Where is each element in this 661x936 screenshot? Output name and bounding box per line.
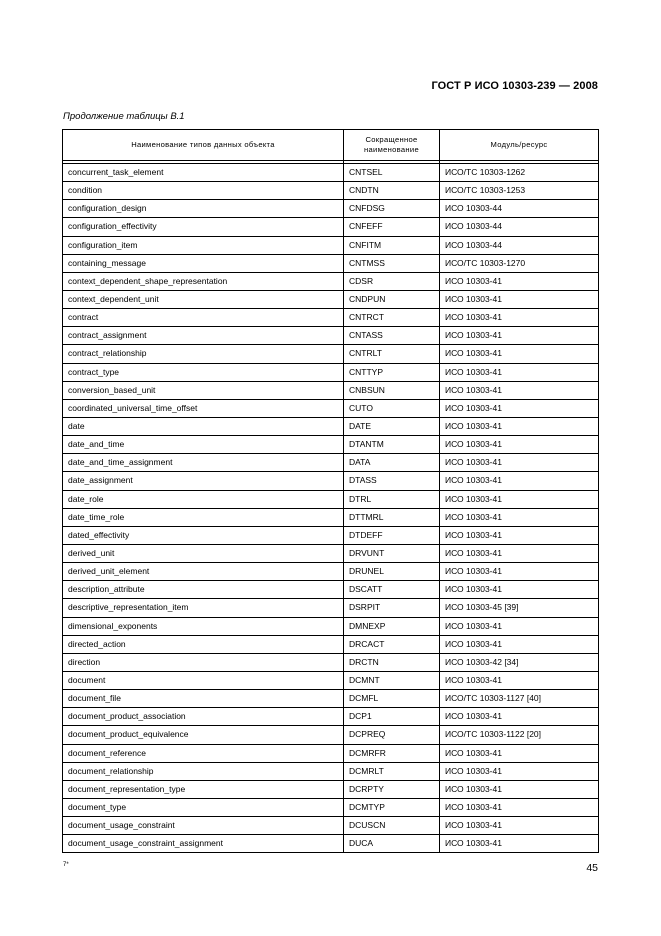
table-row bbox=[63, 472, 599, 490]
document-header-title: ГОСТ Р ИСО 10303-239 — 2008 bbox=[431, 80, 598, 92]
table-row bbox=[63, 254, 599, 272]
cell-module: ИСО 10303-41 bbox=[440, 309, 599, 327]
cell-type-name: document_usage_constraint bbox=[63, 817, 344, 835]
cell-module: ИСО 10303-41 bbox=[440, 708, 599, 726]
cell-short-name: DSRPIT bbox=[344, 599, 440, 617]
cell-module: ИСО 10303-41 bbox=[440, 399, 599, 417]
cell-module: ИСО 10303-41 bbox=[440, 381, 599, 399]
cell-short-name: DTTMRL bbox=[344, 508, 440, 526]
cell-type-name: contract_relationship bbox=[63, 345, 344, 363]
table-row bbox=[63, 182, 599, 200]
cell-short-name: DCMRLT bbox=[344, 762, 440, 780]
table-row bbox=[63, 436, 599, 454]
table-row bbox=[63, 708, 599, 726]
cell-module: ИСО 10303-41 bbox=[440, 762, 599, 780]
table-body bbox=[63, 161, 599, 853]
cell-short-name: DTRL bbox=[344, 490, 440, 508]
table-row bbox=[63, 454, 599, 472]
cell-module: ИСО 10303-41 bbox=[440, 272, 599, 290]
cell-module: ИСО 10303-44 bbox=[440, 200, 599, 218]
cell-type-name: contract bbox=[63, 309, 344, 327]
cell-module: ИСО 10303-44 bbox=[440, 218, 599, 236]
cell-short-name: DATE bbox=[344, 417, 440, 435]
cell-type-name: context_dependent_shape_representation bbox=[63, 272, 344, 290]
cell-type-name: concurrent_task_element bbox=[63, 164, 344, 182]
cell-short-name: DSCATT bbox=[344, 581, 440, 599]
page-number: 45 bbox=[586, 862, 598, 874]
table-row bbox=[63, 726, 599, 744]
cell-module: ИСО 10303-41 bbox=[440, 508, 599, 526]
data-types-table bbox=[62, 129, 599, 853]
cell-short-name: DUCA bbox=[344, 835, 440, 853]
cell-module: ИСО 10303-42 [34] bbox=[440, 653, 599, 671]
cell-short-name: DCMTYP bbox=[344, 798, 440, 816]
cell-type-name: document bbox=[63, 671, 344, 689]
cell-module: ИСО/ТС 10303-1270 bbox=[440, 254, 599, 272]
table-row bbox=[63, 671, 599, 689]
cell-type-name: contract_type bbox=[63, 363, 344, 381]
cell-module: ИСО 10303-41 bbox=[440, 327, 599, 345]
cell-type-name: contract_assignment bbox=[63, 327, 344, 345]
cell-type-name: document_reference bbox=[63, 744, 344, 762]
cell-type-name: document_representation_type bbox=[63, 780, 344, 798]
cell-short-name: CNFITM bbox=[344, 236, 440, 254]
cell-module: ИСО 10303-41 bbox=[440, 780, 599, 798]
cell-short-name: CNTASS bbox=[344, 327, 440, 345]
cell-short-name: DCMRFR bbox=[344, 744, 440, 762]
table-row bbox=[63, 363, 599, 381]
cell-type-name: document_relationship bbox=[63, 762, 344, 780]
cell-module: ИСО 10303-41 bbox=[440, 526, 599, 544]
column-header-short-name: Сокращенное наименование bbox=[344, 130, 440, 161]
table-row bbox=[63, 544, 599, 562]
cell-type-name: dimensional_exponents bbox=[63, 617, 344, 635]
cell-short-name: CNDTN bbox=[344, 182, 440, 200]
cell-type-name: conversion_based_unit bbox=[63, 381, 344, 399]
cell-short-name: CNFEFF bbox=[344, 218, 440, 236]
table-row bbox=[63, 635, 599, 653]
cell-type-name: date_assignment bbox=[63, 472, 344, 490]
cell-type-name: containing_message bbox=[63, 254, 344, 272]
table-row bbox=[63, 345, 599, 363]
cell-type-name: directed_action bbox=[63, 635, 344, 653]
cell-short-name: DTASS bbox=[344, 472, 440, 490]
cell-module: ИСО/ТС 10303-1262 bbox=[440, 164, 599, 182]
cell-module: ИСО 10303-41 bbox=[440, 835, 599, 853]
cell-type-name: description_attribute bbox=[63, 581, 344, 599]
cell-module: ИСО/ТС 10303-1127 [40] bbox=[440, 690, 599, 708]
table-row bbox=[63, 290, 599, 308]
cell-module: ИСО 10303-41 bbox=[440, 671, 599, 689]
cell-short-name: DRVUNT bbox=[344, 544, 440, 562]
table-row bbox=[63, 327, 599, 345]
table-header-row bbox=[63, 130, 599, 161]
cell-type-name: document_file bbox=[63, 690, 344, 708]
cell-short-name: CUTO bbox=[344, 399, 440, 417]
cell-type-name: derived_unit_element bbox=[63, 563, 344, 581]
cell-short-name: DCP1 bbox=[344, 708, 440, 726]
table-row bbox=[63, 309, 599, 327]
cell-type-name: date_time_role bbox=[63, 508, 344, 526]
cell-module: ИСО 10303-41 bbox=[440, 544, 599, 562]
cell-short-name: CNBSUN bbox=[344, 381, 440, 399]
cell-module: ИСО 10303-41 bbox=[440, 345, 599, 363]
cell-short-name: DMNEXP bbox=[344, 617, 440, 635]
table-row bbox=[63, 490, 599, 508]
table-row bbox=[63, 563, 599, 581]
cell-type-name: date_and_time_assignment bbox=[63, 454, 344, 472]
table-row bbox=[63, 200, 599, 218]
cell-type-name: context_dependent_unit bbox=[63, 290, 344, 308]
cell-type-name: document_usage_constraint_assignment bbox=[63, 835, 344, 853]
cell-module: ИСО 10303-44 bbox=[440, 236, 599, 254]
table-row bbox=[63, 780, 599, 798]
cell-module: ИСО 10303-45 [39] bbox=[440, 599, 599, 617]
cell-module: ИСО/ТС 10303-1122 [20] bbox=[440, 726, 599, 744]
cell-module: ИСО 10303-41 bbox=[440, 617, 599, 635]
cell-short-name: DTANTM bbox=[344, 436, 440, 454]
cell-type-name: derived_unit bbox=[63, 544, 344, 562]
table-row bbox=[63, 381, 599, 399]
cell-type-name: date bbox=[63, 417, 344, 435]
cell-short-name: DRCACT bbox=[344, 635, 440, 653]
cell-type-name: direction bbox=[63, 653, 344, 671]
table-row bbox=[63, 272, 599, 290]
cell-module: ИСО 10303-41 bbox=[440, 472, 599, 490]
table-row bbox=[63, 581, 599, 599]
cell-short-name: DRUNEL bbox=[344, 563, 440, 581]
cell-module: ИСО 10303-41 bbox=[440, 798, 599, 816]
cell-type-name: document_product_association bbox=[63, 708, 344, 726]
cell-short-name: CNTTYP bbox=[344, 363, 440, 381]
cell-type-name: date_and_time bbox=[63, 436, 344, 454]
cell-short-name: CNTSEL bbox=[344, 164, 440, 182]
cell-short-name: DTDEFF bbox=[344, 526, 440, 544]
table-row bbox=[63, 417, 599, 435]
cell-type-name: dated_effectivity bbox=[63, 526, 344, 544]
table-row bbox=[63, 599, 599, 617]
table-row bbox=[63, 399, 599, 417]
cell-short-name: DCRPTY bbox=[344, 780, 440, 798]
cell-type-name: descriptive_representation_item bbox=[63, 599, 344, 617]
cell-module: ИСО 10303-41 bbox=[440, 744, 599, 762]
column-header-name: Наименование типов данных объекта bbox=[63, 130, 344, 161]
cell-module: ИСО 10303-41 bbox=[440, 817, 599, 835]
cell-module: ИСО 10303-41 bbox=[440, 563, 599, 581]
cell-module: ИСО 10303-41 bbox=[440, 454, 599, 472]
column-header-module: Модуль/ресурс bbox=[440, 130, 599, 161]
cell-short-name: DRCTN bbox=[344, 653, 440, 671]
table-row bbox=[63, 798, 599, 816]
cell-short-name: DCMNT bbox=[344, 671, 440, 689]
cell-module: ИСО 10303-41 bbox=[440, 290, 599, 308]
table-row bbox=[63, 617, 599, 635]
cell-type-name: configuration_design bbox=[63, 200, 344, 218]
cell-type-name: document_product_equivalence bbox=[63, 726, 344, 744]
cell-short-name: CNTRCT bbox=[344, 309, 440, 327]
table-row bbox=[63, 762, 599, 780]
cell-short-name: DATA bbox=[344, 454, 440, 472]
cell-module: ИСО 10303-41 bbox=[440, 417, 599, 435]
cell-short-name: DCUSCN bbox=[344, 817, 440, 835]
cell-module: ИСО 10303-41 bbox=[440, 635, 599, 653]
cell-module: ИСО 10303-41 bbox=[440, 436, 599, 454]
cell-type-name: configuration_item bbox=[63, 236, 344, 254]
table-row bbox=[63, 526, 599, 544]
cell-module: ИСО/ТС 10303-1253 bbox=[440, 182, 599, 200]
cell-short-name: CNTRLT bbox=[344, 345, 440, 363]
cell-type-name: document_type bbox=[63, 798, 344, 816]
table-row bbox=[63, 690, 599, 708]
table-row bbox=[63, 218, 599, 236]
cell-short-name: CNDPUN bbox=[344, 290, 440, 308]
table-row bbox=[63, 817, 599, 835]
table-caption: Продолжение таблицы B.1 bbox=[63, 111, 185, 122]
cell-short-name: CNFDSG bbox=[344, 200, 440, 218]
cell-short-name: DCPREQ bbox=[344, 726, 440, 744]
cell-module: ИСО 10303-41 bbox=[440, 490, 599, 508]
table-row bbox=[63, 653, 599, 671]
cell-type-name: condition bbox=[63, 182, 344, 200]
cell-short-name: CDSR bbox=[344, 272, 440, 290]
cell-module: ИСО 10303-41 bbox=[440, 581, 599, 599]
cell-short-name: CNTMSS bbox=[344, 254, 440, 272]
cell-type-name: coordinated_universal_time_offset bbox=[63, 399, 344, 417]
table-row bbox=[63, 236, 599, 254]
table-row bbox=[63, 744, 599, 762]
cell-module: ИСО 10303-41 bbox=[440, 363, 599, 381]
table-row bbox=[63, 164, 599, 182]
footer-sheet-mark: 7* bbox=[63, 862, 69, 868]
cell-short-name: DCMFL bbox=[344, 690, 440, 708]
table-row bbox=[63, 508, 599, 526]
cell-type-name: date_role bbox=[63, 490, 344, 508]
table-row bbox=[63, 835, 599, 853]
cell-type-name: configuration_effectivity bbox=[63, 218, 344, 236]
